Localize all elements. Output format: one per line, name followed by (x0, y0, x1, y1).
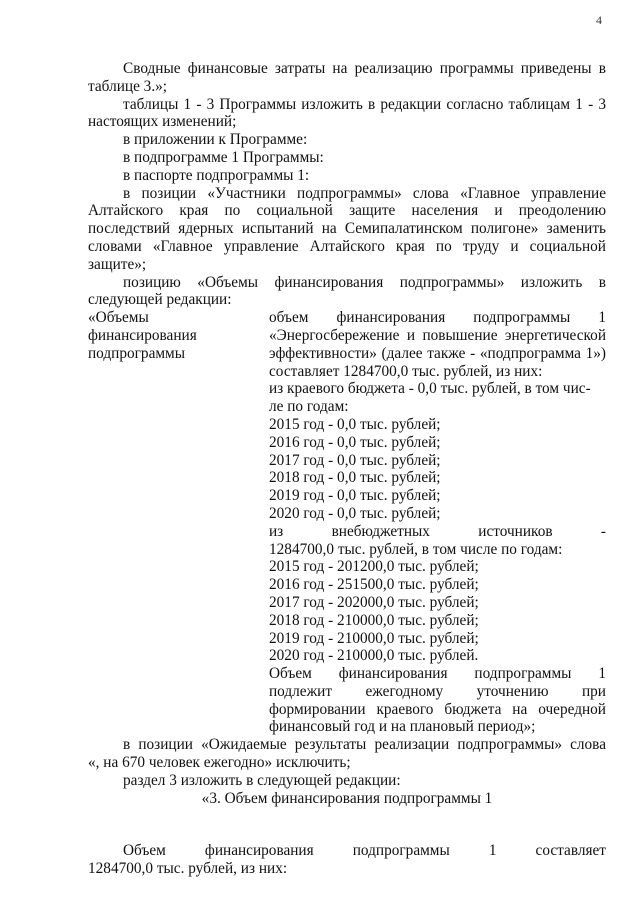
table-right-line: 2018 год - 0,0 тыс. рублей; (269, 469, 441, 487)
paragraph-line: словами «Главное управление Алтайского края по труду и социальной (88, 237, 606, 255)
page-number: 4 (596, 13, 602, 27)
table-right-line: «Энергосбережение и повышение энергетической (269, 326, 606, 344)
paragraph-line: в паспорте подпрограммы 1: (123, 166, 310, 184)
table-right-line: 2015 год - 201200,0 тыс. рублей; (269, 558, 479, 576)
table-right-line: 2017 год - 0,0 тыс. рублей; (269, 451, 441, 469)
table-right-line: 2019 год - 0,0 тыс. рублей; (269, 487, 441, 505)
table-left-line: «Объемы (88, 309, 149, 327)
table-right-line: 2020 год - 0,0 тыс. рублей; (269, 504, 441, 522)
table-right-line: 2016 год - 251500,0 тыс. рублей; (269, 576, 479, 594)
paragraph-line: в подпрограмме 1 Программы: (123, 148, 324, 166)
paragraph-line: в приложении к Программе: (123, 131, 308, 149)
table-right-line: из краевого бюджета - 0,0 тыс. рублей, в том чис- (269, 380, 591, 398)
table-right-line: подлежит ежегодному уточнению при (269, 682, 606, 700)
table-right-line: финансовый год и на плановый период»; (269, 718, 536, 736)
table-right-line: 2019 год - 210000,0 тыс. рублей; (269, 629, 479, 647)
table-right-line: формировании краевого бюджета на очередной (269, 700, 606, 718)
table-right-column (269, 309, 606, 736)
paragraph-line: Алтайского края по социальной защите населения и преодолению (88, 202, 606, 220)
paragraph-line: раздел 3 изложить в следующей редакции: (123, 771, 401, 789)
table-left-column (88, 309, 269, 736)
section-heading: «3. Объем финансирования подпрограммы 1 (201, 789, 493, 807)
paragraph-line: «, на 670 человек ежегодно» исключить; (88, 754, 351, 772)
spacer (88, 807, 606, 842)
paragraph-line: в позиции «Ожидаемые результаты реализации подпрограммы» слова (123, 736, 606, 754)
paragraph-line: таблице 3.»; (88, 77, 168, 95)
table-right-line: составляет 1284700,0 тыс. рублей, из них: (269, 362, 543, 380)
table-right-line: объем финансирования подпрограммы 1 (269, 309, 606, 327)
paragraph-line: защите»; (88, 255, 147, 273)
table-right-line: 1284700,0 тыс. рублей, в том числе по годам: (269, 540, 563, 558)
paragraph-line: настоящих изменений; (88, 113, 237, 131)
table-right-line: ле по годам: (269, 398, 349, 416)
paragraph-line: Сводные финансовые затраты на реализацию программы приведены в (123, 60, 606, 77)
passport-table (88, 309, 606, 736)
paragraph-line: последствий ядерных испытаний на Семипалатинском полигоне» заменить (88, 220, 606, 238)
table-right-line: Объем финансирования подпрограммы 1 (269, 665, 606, 683)
table-right-line: эффективности» (далее также - «подпрограмма 1») (269, 344, 606, 362)
paragraph-line: позицию «Объемы финансирования подпрограммы» изложить в (123, 273, 606, 291)
paragraph-line: в позиции «Участники подпрограммы» слова «Главное управление (123, 184, 606, 202)
table-right-line: 2015 год - 0,0 тыс. рублей; (269, 415, 441, 433)
table-left-line: подпрограммы (88, 344, 186, 362)
table-right-line: 2018 год - 210000,0 тыс. рублей; (269, 611, 479, 629)
document-body (88, 60, 606, 878)
paragraph-line: следующей редакции: (88, 291, 232, 309)
table-right-line: 2016 год - 0,0 тыс. рублей; (269, 433, 441, 451)
table-right-line: 2020 год - 210000,0 тыс. рублей. (269, 647, 479, 665)
table-left-line: финансирования (88, 326, 197, 344)
paragraph-line: 1284700,0 тыс. рублей, из них: (88, 860, 288, 878)
paragraph-line: таблицы 1 - 3 Программы изложить в редакции согласно таблицам 1 - 3 (123, 95, 606, 113)
table-right-line: из внебюджетных источников - (269, 522, 606, 540)
table-right-line: 2017 год - 202000,0 тыс. рублей; (269, 593, 479, 611)
paragraph-line: Объем финансирования подпрограммы 1 составляет (123, 842, 606, 860)
